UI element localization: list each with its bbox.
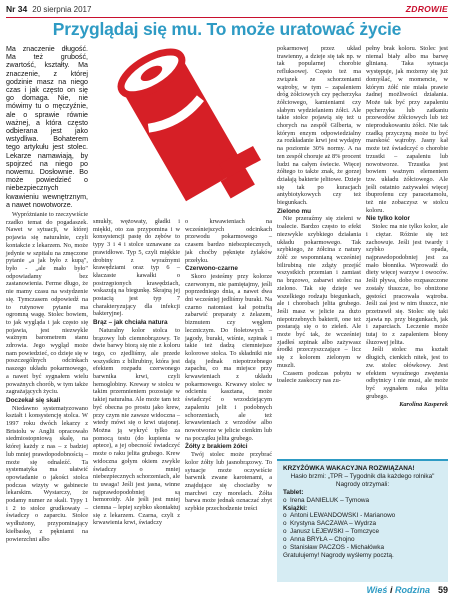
- article-column-4: [277, 45, 361, 385]
- toilet-roll-icon: [93, 46, 272, 212]
- books-winners: [283, 512, 442, 552]
- subheading: Brąz – jak chciała natura: [93, 319, 168, 327]
- author-signature: Karolina Kasperek: [399, 401, 448, 409]
- section-tag: ZDROWIE: [405, 4, 448, 14]
- congratulations-line: Gratulujemy! Nagrody wyślemy pocztą.: [283, 551, 394, 559]
- paragraph: smukły, wężowaty, gładki i miękki, oto zas przypomina i w konsystencji pastę do zębów to typy 3 i 4 i stolce uznawane za prawidłowe. Typ 5, czyli miękkie drobiny z wyraźnymi krawędziami oraz typ 6 – kłaczaste kawałki o postrzępionych krawędziach, wskazują na biegunkę. Skrajną jej postacią jest typ 7 charakteryzujący dla infekcji bakteryjnej.: [93, 218, 180, 318]
- paragraph: Jeśli stolec ma kształt długich, cienkich nitek, jest to zw. stolec ołówkowy. Jest efektem wyraźnego zwężenia odbytnicy i nie musi, ale może być sygnałem raka jelita grubego.: [366, 346, 448, 400]
- bullet-icon: o: [283, 496, 287, 504]
- crossword-results-box: [277, 459, 448, 582]
- tablet-label: Tablet:: [283, 488, 304, 496]
- paragraph: Twój stolec może przybrać kolor żółty lub jasnobrązowy. To sytuacje może oczywiście barwnik zwane karotenami, a znajdujące się chociażby w marchwi czy morelach. Żółta barwa może jednak oznaczać zbyt szybkie przechodzenie treści: [185, 451, 272, 513]
- subheading: Czerwono-czarne: [185, 265, 238, 273]
- paragraph: Stolec ma nie tylko kolor, ale i ciężar. Różnie się też zachowuje. Jeśli jest twardy i szybko opada, najprawdopodobniej jest za mało błonnika. Wprowadź do diety więcej warzyw i owoców. Jeśli pływa, dobo rozpaszczone zostały tłuszcze, bo obniżone gęstości pracowała wątroba. Jeśli zaś jest w nim tłuszcz, nie przetrawił się. Stolec się taki zjawia np. przy biegunkach, jak i zaparciach. Leczenie może tutaj to z zapaleniem błony śluzowej jelita.: [366, 223, 448, 346]
- paragraph: Naturalny kolor stolca to brązowy lub ciemnobrązowy. Te dwie barwy biorą się nie z koloru tego, co zjedliśmy, ale przede wszystkim z bilirubiny, która jest efektem rozpadu czerwonego barwnika krwi, czyli hemoglobiny. Kreway w stolcu w takim przemnieniem pozostaje w takiej naturalna. Ale może tam też być obecna po prostu jako krew, przy czym nie zawsze widoczna – wtedy mówi się o krwi utajonej. Można ją wykryć tylko za pomocą testu (do kupienia w aptece), a jej obecność świadczyć może o raku jelita grubego. Krew widoczna gołym okiem zwykle świadczy o mniej niebezpiecznych schorzeniach, ale tu uwaga! Jeśli jest jasna, winne najprawdopodobniej są hemoroidy. Ale jeśli jest mniej ciemna – lepiej szybko skontaktuj się z lekarzem. Czarna, czyli z krwawienia krwi, świadczy: [93, 326, 180, 527]
- issue-date: 20 sierpnia 2017: [32, 4, 92, 14]
- paragraph: Skoro jesteśmy przy kolorze czerwonym, nie pamiętajmy, jeśli poprzedniego dnia, a nawet dwa dni wcześniej jedliśmy buraki. Na czarno natomiast kał potrafią zabarwić preparaty z żelazem, bizmutem czy węglem leczniczym. Do fioletowych – jagody, buraki, wiśnie, szpinak i takie też dadzą ciemniejsze kolorowe stolca. To składniki nie dają jednak niepotrzebnego zapachu, co ma miejsce przy krwawieniach z układu pokarmowego. Krwawy stolec w odcieniu kasztana, może świadczyć o wrzodziejącym zapaleniu jelit i podobnych schorzeniach, ale też krwawieniach z wrzodów albo nowotworze w jelicie cienkim lub na początku jelita grubego.: [185, 272, 272, 442]
- list-item: o Krystyna SACZAWA – Wydrza: [283, 520, 377, 528]
- article-column-1: [6, 45, 88, 543]
- subheading: Zielono mu: [277, 207, 312, 215]
- bullet-icon: o: [283, 528, 287, 536]
- books-label: Książki:: [283, 504, 308, 512]
- bullet-icon: o: [283, 512, 287, 520]
- paragraph: pełny brak koloru. Stolec jest niemal biały albo ma barwę glinianą. Taka sytuacja występuje, jak możemy się już domyślać, w momencie, w którym żółć nie miała prawie żadnej możliwości działania. Może tak być przy zapaleniu pęcherzyka lub zatkaniu przewodów żółciowych lub też nieprodukowaniu żółci. Nie tak rzadką przyczyną może tu być marskość wątroby. Jasny kał może też świadczyć o chorobie trzustki – zapaleniu lub nowotworze. Trzustka jest bowiem ważnym elementem tzw. układu żółciowego. Ale jeśli ostatnio zażywałeś więcej ibuprofenu czy paracetamolu, też nie zobaczysz w stolcu koloru.: [366, 45, 448, 214]
- subheading: Żółty z brakiem żółci: [185, 443, 248, 451]
- paragraph: Nie przeraźmy się zieleni w toalecie. Bardzo często to efekt niezwykle szybkiego działania układu pokarmowego. Tak szybkiego, że żółcina z natury żółć ze wspomnianą wcześniej bilirubiną nie zdąży przejść wszystkich przemian i zamiast na brązowo, zabarwi stolec na zielono. Tak się dzieje we wszelkiego rodzaju biegunkach, ale i chorobach jelita grubego. Jeśli masz w jelicie za dużo niepotrzebnych bakterii, one też postarają się o to zieleń. Ale może być tak, że wcześniej zjadłeś szpinak albo zażywasz środki przeczyszczające – licz się z kolorem zielonym w muszli.: [277, 215, 361, 369]
- bullet-icon: o: [283, 520, 287, 528]
- bullet-icon: o: [283, 544, 287, 552]
- list-item: o Anna BRYŁA – Chojno: [283, 536, 355, 544]
- article-column-5: [366, 45, 448, 409]
- list-item: o Irena DANIELUK – Tymowa: [283, 496, 370, 504]
- paragraph: Niedawno systematyzowano kształt i konsystencję stolca. W 1997 roku dwóch lekarzy z Bristolu w Anglii opracowało siedmiostopniową skalę, na której każdy z nas – z badziej lub mniej prawdopodobnością – może się odnaleźć. Ta systematyka ma ułatwić opowiadanie o jakości stolca podczas wizyty w gabinecie lekarskim. Wystarczy, że podamy numer ze skali. Typy 1 i 2 to stolce grudkowaty – świadczy o zaparciu. Stolce wydłużony, przypominający kiełbaskę, z pękniami na powierzchni albo: [6, 404, 88, 543]
- paragraph: Wypróżnianie to rzeczywiście rzadko temat do pogadaszek. Nawet w sytuacji, w której pojawia się naturalnie, czyli kontakcie z lekarzem. No, może jedynie w szpitalu na zmęczone pytanie „a jak było z kupą", było - „ale mało było" odpowiadamy bez zastanowienia. Ferme długo, że nie mamy czasu na wstydzenie się. Tymczasem odpowiedź na to rutynowe pytanie ma ogromną wagę. Stolec bowiem, to jak wygląda i jak często się pojawia, jest niezwykle ważnym barometrem stanu zdrowia. Jego wygląd może nam powiedzieć, co dzieje się w poszczególnych odcinkach naszego układu pokarmowego, a nawet być sygnałem wielu poważnych chorób, w tym także zagrażających życiu.: [6, 211, 88, 396]
- answer-line: Hasło brzmi: „TPR – Tygodnik dla każdego rolnika": [290, 472, 435, 480]
- tablet-winners: [283, 497, 442, 505]
- subheading: Nie tylko kolor: [366, 215, 411, 223]
- page-footer: [6, 584, 448, 596]
- paragraph: Czasem podczas pobytu w toalecie zaskoczy nas zu-: [277, 369, 361, 385]
- paragraph: o krwawieniach na wcześniejszych odcinkach przewodu pokarmowego – czasem bardzo niebezpiecznych, jak choćby pęknięte żylaków przełyku.: [185, 218, 272, 264]
- article-column-3: [185, 218, 272, 513]
- page-number: 59: [437, 585, 448, 595]
- page-header: [6, 2, 448, 16]
- article-headline: Przyglądaj się mu. To może uratować życie: [52, 19, 402, 39]
- magazine-brand: Wieś i Rodzina: [366, 585, 430, 595]
- box-title: KRZYŻÓWKA WAKACYJNA ROZWIĄZANA!: [283, 465, 415, 472]
- bullet-icon: o: [283, 536, 287, 544]
- article-column-2: [93, 218, 180, 527]
- issue-number: Nr 34: [6, 4, 28, 14]
- article-lead: Ma znaczenie długość. Ma też grubość, zwartość, kształty. Ma znaczenie, z której godzinie masz na niego czas i jak często on się go domaga. Nie, nie mówimy tu o męczyźnie, ale o sprawie równie ważnej, a która często odbierana jest jako wstydliwa. Bohaterem tego artykułu jest stolec. Lekarze namawiają, by spojrzeć na niego po nowemu. Dosłownie. Bo może powiedzieć o niebezpiecznych kwawieniu wewnętrznym, a nawet nowotworze.: [6, 45, 88, 209]
- paragraph: pokarmowej przez układ trawienny, a dzieje się tak np. w tak popularnej chorobie refluksowej. Często też ma związek ze schorzeniami wątroby, w tym – zapaleniem dróg żółciowych czy pęcherzyka żółciowego, kamieniami czy słabym wydzielaniem żółci. Ale takie stolce pojawią się też u chorych na zespół Gilberta, w którym enzym odpowiedzialny za rozkładanie krwi jest wydajny na poziomie 30% normy. A na ten zespół choruje aż 8% procent ludzi na całym świecie. Więcej żółtego to także znak, że gorzej działają bakterie jelitowe. Dzieje się tak po kuracjach antybiotykowych czy też biegunkach.: [277, 45, 361, 207]
- list-item: o Stanisław PACZOS - Michałówka: [283, 544, 384, 552]
- subheading: Doczekał się skali: [6, 396, 61, 404]
- list-item: o Antoni LEWANDOWSKI - Marianowo: [283, 512, 396, 520]
- answer-note: Nagrody otrzymali:: [335, 480, 390, 488]
- list-item: o Janusz LEJEWSKI – Tomczyce: [283, 528, 380, 536]
